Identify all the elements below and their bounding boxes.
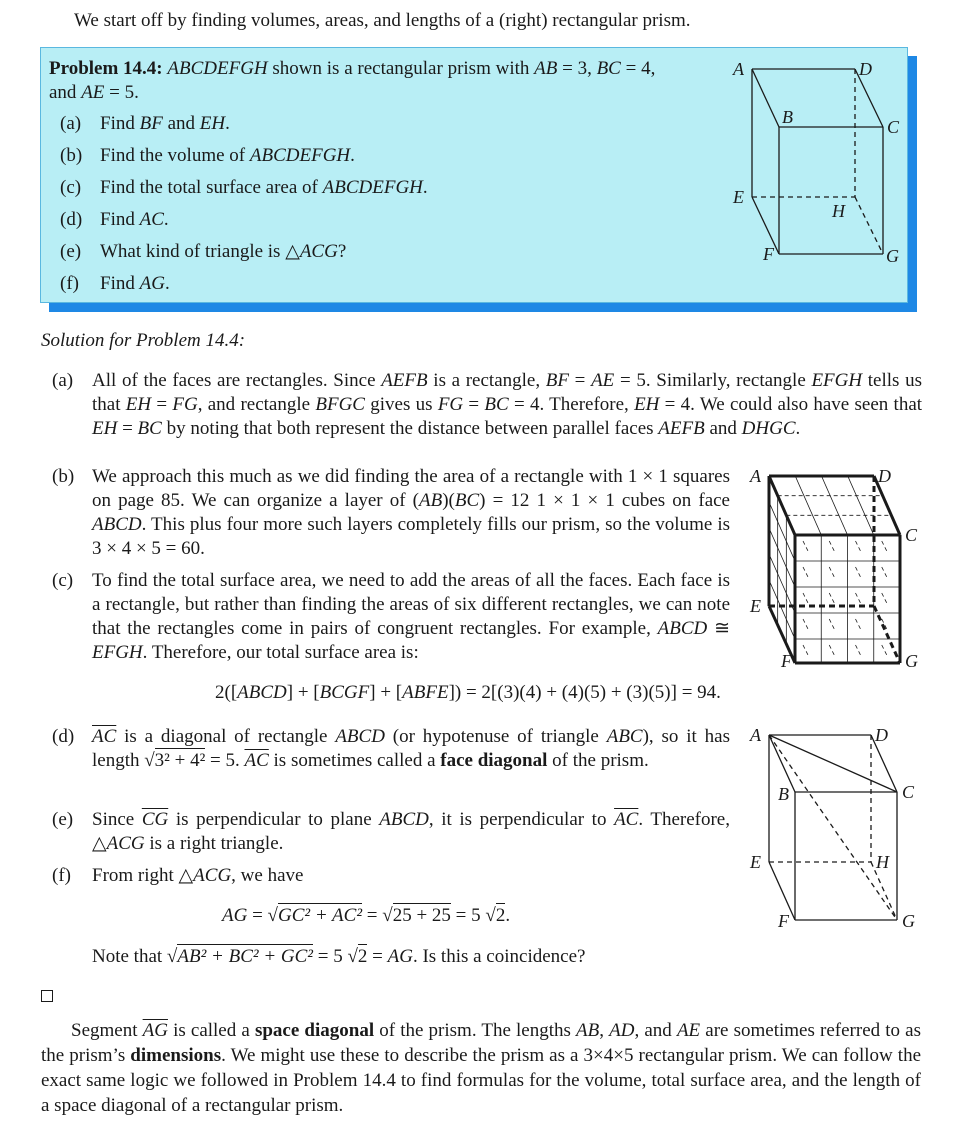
part-math: AG <box>139 273 165 294</box>
vertex-label-a: A <box>733 59 744 79</box>
text: gives us <box>364 394 438 415</box>
grid-line <box>769 554 795 613</box>
vertex-label-f: F <box>778 911 789 931</box>
problem-label: Problem 14.4: <box>49 58 163 79</box>
part-math: AC <box>139 209 164 230</box>
ae-value: = 5. <box>104 82 139 103</box>
text: Since <box>92 809 142 830</box>
hidden-edge-hg <box>855 197 883 254</box>
math: ABCD <box>92 514 142 535</box>
part-label: (b) <box>52 466 75 487</box>
text: are sometimes referred to as the prism’s <box>41 1020 921 1066</box>
math: AB <box>419 490 443 511</box>
solution-part-c <box>52 569 730 665</box>
segment-ac: $\overline{AC}$ <box>614 809 639 830</box>
text: (or hypotenuse of triangle <box>384 726 607 747</box>
part-text: ? <box>337 241 347 262</box>
radicand: 3² + 4² <box>154 750 206 771</box>
vertex-label-g: G <box>905 651 918 671</box>
math: AD <box>609 1020 635 1041</box>
grid-line <box>769 528 795 587</box>
eq-text: . <box>505 905 511 926</box>
hidden-grid-mark <box>856 541 861 551</box>
grid-line <box>769 580 795 639</box>
part-body <box>92 808 730 856</box>
radicand: 2 <box>357 946 368 967</box>
part-text: Find <box>100 113 140 134</box>
grid-line <box>822 476 848 535</box>
vertex-label-b: B <box>782 107 793 127</box>
part-body <box>92 725 730 773</box>
part-label: (d) <box>60 209 83 230</box>
part-text: Find <box>100 273 140 294</box>
text: )( <box>442 490 455 511</box>
text: To find the total surface area, we need to add the areas of all the faces. Each face is a rectangle, but rather than finding the areas of six different rectangles, we can note that the rectangles come in pairs of congruent rectangles. For example, <box>92 570 730 639</box>
hidden-grid-mark <box>882 567 887 577</box>
text: = 5. <box>205 750 245 771</box>
math: DHGC <box>741 418 796 439</box>
text: . <box>795 418 801 439</box>
eq-math: AG <box>222 905 248 926</box>
eq-text: ] + [ <box>286 682 320 703</box>
text: All of the faces are rectangles. Since <box>92 370 382 391</box>
term-dimensions: dimensions <box>130 1045 222 1066</box>
solution-part-a <box>52 369 922 441</box>
hidden-edge-hg <box>874 606 900 663</box>
vertex-label-b: B <box>778 784 789 804</box>
problem-part <box>60 240 428 272</box>
problem-part <box>60 144 428 176</box>
part-body <box>92 569 730 665</box>
segment-ag: $\overline{AG}$ <box>142 1020 168 1041</box>
hidden-grid-mark <box>829 593 834 603</box>
term-space-diagonal: space diagonal <box>254 1020 375 1041</box>
vertex-label-a: A <box>750 466 761 486</box>
part-label: (f) <box>52 865 71 886</box>
vertex-label-d: D <box>859 59 872 79</box>
math: EH <box>92 418 118 439</box>
hidden-grid-mark <box>882 593 887 603</box>
text: is a rectangle, <box>427 370 546 391</box>
eq-text: = 5 √ <box>450 905 496 926</box>
intro-text: We start off by finding volumes, areas, and lengths of a (right) rectangular prism. <box>74 10 691 31</box>
statement-text: shown is a rectangular prism with <box>267 58 535 79</box>
part-body <box>92 369 922 441</box>
hidden-grid-mark <box>803 619 808 629</box>
part-text: . <box>225 113 230 134</box>
part-text: What kind of triangle is △ <box>100 241 300 262</box>
part-text: . <box>164 273 170 294</box>
hidden-grid-mark <box>829 567 834 577</box>
math: EH <box>125 394 152 415</box>
math: BFGC <box>315 394 365 415</box>
hidden-grid-mark <box>829 619 834 629</box>
hidden-grid-mark <box>829 645 834 655</box>
qed-symbol <box>41 990 53 1002</box>
part-text: Find the volume of <box>100 145 250 166</box>
vertex-label-c: C <box>887 117 900 137</box>
eq-text: = √ <box>247 905 278 926</box>
text: Segment <box>71 1020 143 1041</box>
edge-ab <box>752 69 779 127</box>
math-ab: AB <box>534 58 558 79</box>
text: of the prism. <box>547 750 649 771</box>
text: From right △ <box>92 865 194 886</box>
vertex-label-e: E <box>733 187 744 207</box>
text: = 5. Similarly, rectangle <box>614 370 812 391</box>
hidden-grid-mark <box>803 541 808 551</box>
math-bc: BC <box>596 58 621 79</box>
part-text: . <box>422 177 428 198</box>
prism-figure-diagonals <box>745 722 930 937</box>
part-label: (e) <box>52 809 74 830</box>
eq-text: 2([ <box>215 682 238 703</box>
text: . Is this a coincidence? <box>412 946 586 967</box>
text: , and <box>634 1020 677 1041</box>
hidden-grid-mark <box>882 645 887 655</box>
math: ABCD <box>379 809 429 830</box>
eq-text: ]) = 2[(3)(4) + (4)(5) + (3)(5)] = 94. <box>448 682 721 703</box>
text: is a diagonal of rectangle <box>116 726 336 747</box>
text: is sometimes called a <box>268 750 441 771</box>
space-diagonal-equation <box>222 905 510 927</box>
text: is perpendicular to plane <box>168 809 380 830</box>
math: ABC <box>606 726 643 747</box>
text: of the prism. The lengths <box>374 1020 577 1041</box>
text: , we have <box>231 865 304 886</box>
part-math: BF <box>139 113 163 134</box>
text: = <box>367 946 388 967</box>
eq-math: ABFE <box>402 682 449 703</box>
eq-math: BCGF <box>319 682 370 703</box>
hidden-grid-mark <box>803 567 808 577</box>
part-text: Find the total surface area of <box>100 177 323 198</box>
part-label: (f) <box>60 273 79 294</box>
math: AEFB <box>658 418 705 439</box>
radicand: GC² + AC² <box>277 905 363 926</box>
vertex-label-c: C <box>905 525 918 545</box>
radicand: 25 + 25 <box>392 905 451 926</box>
text: , it is perpendicular to <box>428 809 615 830</box>
math: AG <box>387 946 413 967</box>
part-math: ABCDEFGH <box>249 145 351 166</box>
part-label: (c) <box>60 177 82 198</box>
text: ), so it has length √ <box>92 726 730 771</box>
part-text: and <box>162 113 200 134</box>
part-math: EH <box>199 113 226 134</box>
text: ≅ <box>707 618 731 639</box>
text: = 4. Therefore, <box>508 394 635 415</box>
hidden-grid-mark <box>803 645 808 655</box>
part-label: (d) <box>52 726 75 747</box>
text: Note that √ <box>92 946 178 967</box>
text: . We might use these to describe the prism as a 3×4×5 rectangular prism. We can follow the exact same logic we followed in Problem 14.4 to find formulas for the volume, total surface area, and the length of a space diagonal of a rectangular prism. <box>41 1045 922 1116</box>
prism-figure-1 <box>728 55 908 270</box>
text: and <box>704 418 742 439</box>
vertex-label-d: D <box>878 466 891 486</box>
math: ABCD <box>657 618 708 639</box>
part-text: Find <box>100 209 140 230</box>
vertex-label-d: D <box>875 725 888 745</box>
part-body <box>92 864 730 888</box>
part-math: ABCDEFGH <box>322 177 423 198</box>
part-label: (a) <box>52 370 74 391</box>
math: AE <box>591 370 615 391</box>
math: BC <box>484 394 509 415</box>
solution-part-f <box>52 864 730 888</box>
text: = <box>117 418 138 439</box>
part-math: ACG <box>299 241 338 262</box>
bc-value: = 4, <box>620 58 656 79</box>
grid-line <box>769 502 795 561</box>
math: EH <box>634 394 660 415</box>
text: tells us that <box>92 370 923 415</box>
text: = 4. We could also have seen that <box>659 394 923 415</box>
part-body <box>92 465 730 561</box>
space-diagonal-ag <box>769 735 897 920</box>
problem-part <box>60 208 428 240</box>
surface-area-equation <box>215 682 721 704</box>
text: , <box>599 1020 610 1041</box>
problem-parts <box>60 112 428 304</box>
grid-line <box>848 476 874 535</box>
text: . Therefore, our total surface area is: <box>142 642 419 663</box>
and-text: and <box>49 82 82 103</box>
vertex-label-g: G <box>902 911 915 931</box>
text: by noting that both represent the distance between parallel faces <box>161 418 659 439</box>
hidden-grid-mark <box>803 593 808 603</box>
math: BC <box>137 418 162 439</box>
problem-part <box>60 272 428 304</box>
text: = <box>569 370 592 391</box>
grid-line <box>795 476 821 535</box>
math: ABCD <box>335 726 385 747</box>
problem-part <box>60 176 428 208</box>
text: . Therefore, △ <box>92 809 730 854</box>
solution-part-e <box>52 808 730 856</box>
prism-figure-cubes <box>748 462 928 672</box>
math: ACG <box>193 865 232 886</box>
text: We approach this much as we did finding the area of a rectangle with 1 × 1 squares on page 85. We can organize a layer of ( <box>92 466 730 511</box>
math: AEFB <box>381 370 428 391</box>
eq-text: ] + [ <box>369 682 403 703</box>
hidden-grid-mark <box>829 541 834 551</box>
text: is a right triangle. <box>144 833 284 854</box>
closing-paragraph <box>41 1018 921 1118</box>
hidden-grid-mark <box>882 541 887 551</box>
solution-part-d <box>52 725 730 773</box>
vertex-label-a: A <box>750 725 761 745</box>
math: EFGH <box>92 642 143 663</box>
hidden-grid-mark <box>856 645 861 655</box>
vertex-label-c: C <box>902 782 915 802</box>
problem-part <box>60 112 428 144</box>
vertex-label-g: G <box>886 246 899 266</box>
part-label: (a) <box>60 113 82 134</box>
vertex-label-h: H <box>876 852 889 872</box>
text: . This plus four more such layers completely fills our prism, so the volume is 3 × 4 × 5 = 60. <box>92 514 730 559</box>
segment-ac: $\overline{AC}$ <box>92 726 117 747</box>
radicand: 2 <box>495 905 506 926</box>
math: AB <box>576 1020 600 1041</box>
prism-name: ABCDEFGH <box>167 58 268 79</box>
text: = 5 √ <box>312 946 358 967</box>
hidden-grid-mark <box>856 593 861 603</box>
math: FG <box>172 394 198 415</box>
hidden-grid-mark <box>856 619 861 629</box>
ab-value: = 3, <box>557 58 597 79</box>
text: = <box>463 394 485 415</box>
term-face-diagonal: face diagonal <box>440 750 548 771</box>
part-label: (e) <box>60 241 82 262</box>
vertex-label-e: E <box>750 852 761 872</box>
math: EFGH <box>811 370 863 391</box>
math: FG <box>437 394 464 415</box>
eq-math: ABCD <box>237 682 287 703</box>
solution-part-b <box>52 465 730 561</box>
vertex-label-e: E <box>750 596 761 616</box>
part-label: (b) <box>60 145 83 166</box>
text: is called a <box>167 1020 255 1041</box>
text: = <box>151 394 173 415</box>
solution-title: Solution for Problem 14.4: <box>41 330 246 351</box>
vertex-label-h: H <box>832 201 845 221</box>
radicand: AB² + BC² + GC² <box>177 946 313 967</box>
eq-text: = √ <box>362 905 393 926</box>
part-text: . <box>163 209 169 230</box>
part-label: (c) <box>52 570 74 591</box>
math: BC <box>454 490 480 511</box>
math: AE <box>676 1020 701 1041</box>
segment-cg: $\overline{CG}$ <box>141 809 169 830</box>
segment-ac: $\overline{AC}$ <box>244 750 269 771</box>
text: ) = 12 1 × 1 × 1 cubes on face <box>479 490 730 511</box>
vertex-label-f: F <box>763 244 774 264</box>
math: ACG <box>106 833 145 854</box>
math: BF <box>545 370 569 391</box>
vertex-label-f: F <box>781 651 792 671</box>
math-ae: AE <box>81 82 105 103</box>
problem-statement <box>49 57 739 105</box>
text: , and rectangle <box>197 394 316 415</box>
edge-ab <box>769 476 795 535</box>
hidden-grid-mark <box>856 567 861 577</box>
coincidence-note <box>92 946 585 968</box>
part-text: . <box>350 145 355 166</box>
